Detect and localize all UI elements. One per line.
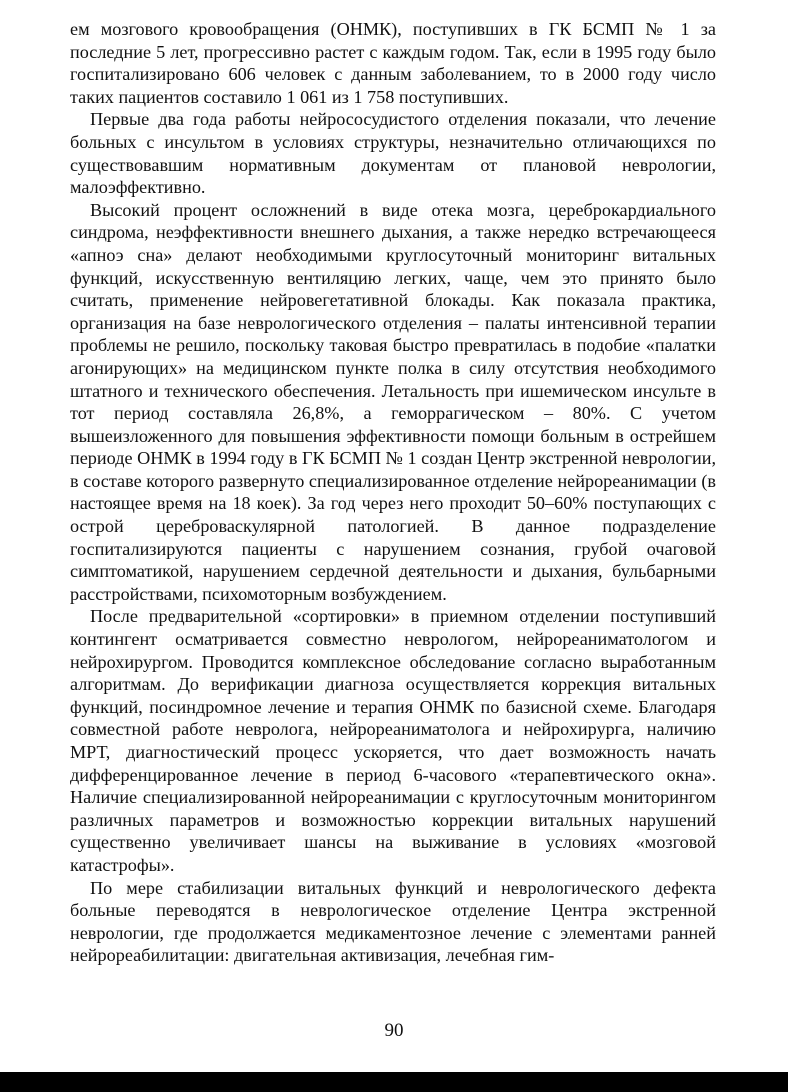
paragraph-5: По мере стабилизации витальных функций и неврологического дефекта больные переводятся в неврологическое отделение Центра экстренной неврологии, где продолжается медикаментозное лечение с элементами ранней нейрореабилитации: двигательная активизация, лечебная гим- xyxy=(70,877,716,966)
body-text xyxy=(70,18,716,967)
paragraph-4: После предварительной «сортировки» в приемном отделении поступивший контингент осматривается совместно неврологом, нейрореаниматологом и нейрохирургом. Проводится комплексное обследование согласно выработанным алгоритмам. До верификации диагноза осуществляется коррекция витальных функций, посиндромное лечение и терапия ОНМК по базисной схеме. Благодаря совместной работе невролога, нейрореаниматолога и нейрохирурга, наличию МРТ, диагностический процесс ускоряется, что дает возможность начать дифференцированное лечение в период 6-часового «терапевтического окна». Наличие специализированной нейрореанимации с круглосуточным мониторингом различных параметров и возможностью коррекции витальных нарушений существенно увеличивает шансы на выживание в условиях «мозговой катастрофы». xyxy=(70,606,716,875)
scan-border xyxy=(0,1072,788,1092)
paragraph-1: ем мозгового кровообращения (ОНМК), поступивших в ГК БСМП № 1 за последние 5 лет, прогрессивно растет с каждым годом. Так, если в 1995 году было госпитализировано 606 человек с данным заболеванием, то в 2000 году число таких пациентов составило 1 061 из 1 758 поступивших. xyxy=(70,19,716,107)
paragraph-2: Первые два года работы нейрососудистого отделения показали, что лечение больных с инсультом в условиях структуры, незначительно отличающихся по существовавшим нормативным документам от плановой неврологии, малоэффективно. xyxy=(70,109,716,198)
paragraph-3: Высокий процент осложнений в виде отека мозга, цереброкардиального синдрома, неэффективности внешнего дыхания, а также нередко встречающееся «апноэ сна» делают необходимыми круглосуточный мониторинг витальных функций, искусственную вентиляцию легких, чаще, чем это принято было считать, применение нейровегетативной блокады. Как показала практика, организация на базе неврологического отделения – палаты интенсивной терапии проблемы не решило, поскольку таковая быстро превратилась в подобие «палатки агонирующих» на медицинском пункте полка в силу отсутствия необходимого штатного и технического обеспечения. Летальность при ишемическом инсульте в тот период составляла 26,8%, а геморрагическом – 80%. С учетом вышеизложенного для повышения эффективности помощи больным в острейшем периоде ОНМК в 1994 году в ГК БСМП № 1 создан Центр экстренной неврологии, в составе которого развернуто специализированное отделение нейрореанимации (в настоящее время на 18 коек). За год через него проходит 50–60% поступающих с острой цереброваскулярной патологией. В данное подразделение госпитализируются пациенты с нарушением сознания, грубой очаговой симптоматикой, нарушением сердечной деятельности и дыхания, бульбарными расстройствами, психомоторным возбуждением. xyxy=(70,199,716,604)
page-number: 90 xyxy=(384,1020,404,1041)
